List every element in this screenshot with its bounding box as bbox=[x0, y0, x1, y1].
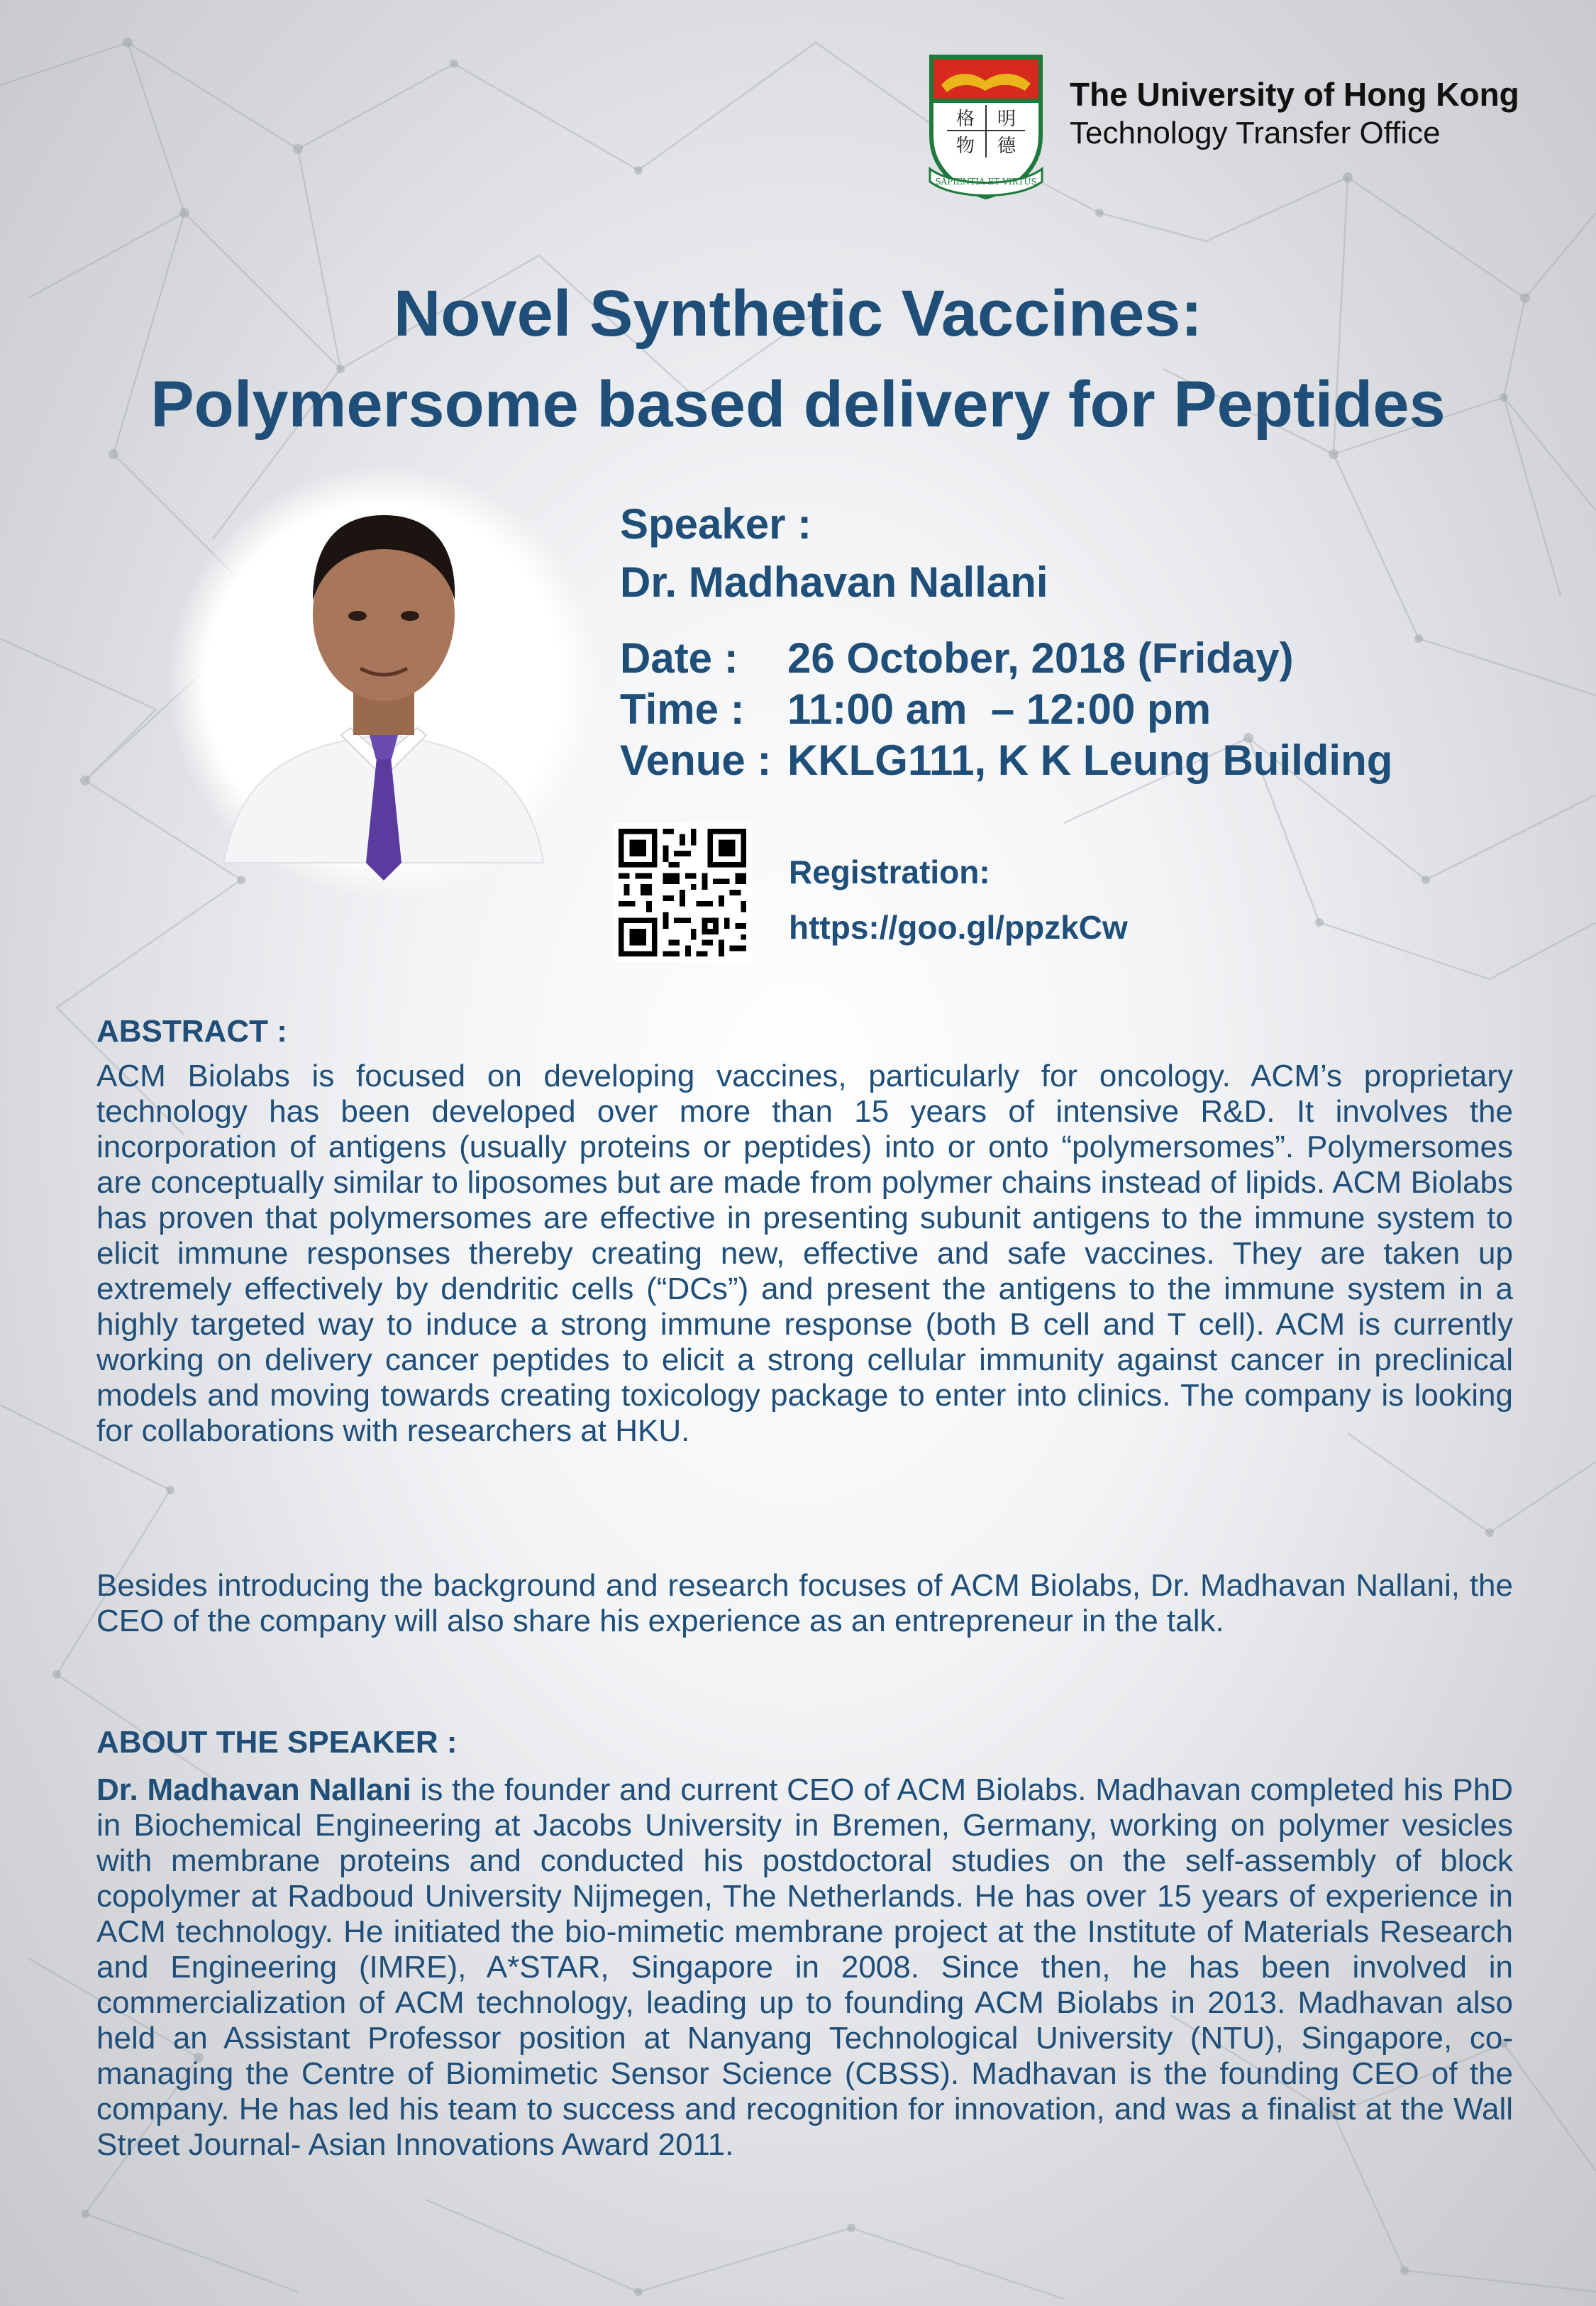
speaker-label: Speaker : bbox=[620, 500, 812, 548]
speaker-photo bbox=[167, 465, 600, 898]
organization-header bbox=[1070, 75, 1566, 153]
svg-text:明: 明 bbox=[997, 109, 1016, 130]
venue-row bbox=[620, 735, 1392, 786]
svg-text:格: 格 bbox=[955, 109, 975, 130]
qr-code-icon[interactable] bbox=[613, 823, 752, 962]
date-label: Date : bbox=[620, 634, 738, 682]
venue-value: KKLG111, K K Leung Building bbox=[787, 737, 1393, 784]
abstract-heading: ABSTRACT : bbox=[96, 1014, 287, 1049]
university-crest-icon bbox=[926, 51, 1046, 200]
date-row bbox=[620, 633, 1392, 684]
title-line-2: Polymersome based delivery for Peptides bbox=[150, 368, 1446, 441]
abstract-paragraph-1: ACM Biolabs is focused on developing vaccines, particularly for oncology. ACM’s proprietary technology has been developed over more than 15 years of intensive R&D. It involves the incorporation of antigens (usually proteins or peptides) into or onto “polymersomes”. Polymersomes are conceptually similar to liposomes but are made from polymer chains instead of lipids. ACM Biolabs has proven that polymersomes are effective in presenting subunit antigens to the immune system to elicit immune responses thereby creating new, effective and safe vaccines. They are taken up extremely effectively by dendritic cells (“DCs”) and present the antigens to the immune system in a highly targeted way to induce a strong immune response (both B cell and T cell). ACM is currently working on delivery cancer peptides to elicit a strong cellular immunity against cancer in preclinical models and moving towards creating toxicology package to enter into clinics. The company is looking for collaborations with researchers at HKU. bbox=[96, 1059, 1513, 1448]
about-speaker-name: Dr. Madhavan Nallani bbox=[96, 1772, 411, 1807]
date-value: 26 October, 2018 (Friday) bbox=[787, 634, 1294, 682]
registration-link[interactable]: https://goo.gl/ppzkCw bbox=[789, 909, 1128, 946]
svg-text:德: 德 bbox=[997, 136, 1016, 157]
speaker-name: Dr. Madhavan Nallani bbox=[620, 558, 1048, 606]
about-heading: ABOUT THE SPEAKER : bbox=[96, 1725, 458, 1760]
speaker-block bbox=[620, 495, 1048, 612]
registration-block bbox=[789, 844, 1128, 955]
abstract-paragraph-2: Besides introducing the background and research focuses of ACM Biolabs, Dr. Madhavan Nallani, the CEO of the company will also share his experience as an entrepreneur in the talk. bbox=[96, 1568, 1513, 1638]
time-row bbox=[620, 684, 1392, 735]
svg-text:物: 物 bbox=[955, 136, 975, 157]
venue-label: Venue : bbox=[620, 737, 772, 784]
registration-label: Registration: bbox=[789, 854, 990, 890]
time-label: Time : bbox=[620, 685, 745, 733]
about-paragraph bbox=[96, 1772, 1513, 2163]
about-speaker-bio: is the founder and current CEO of ACM Biolabs. Madhavan completed his PhD in Biochemical Engineering at Jacobs University in Bremen, Germany, working on polymer vesicles with membrane proteins and conducted his postdoctoral studies on the self-assembly of block copolymer at Radboud University Nijmegen, The Netherlands. He has over 15 years of experience in ACM technology. He initiated the bio-mimetic membrane project at the Institute of Materials Research and Engineering (IMRE), A*STAR, Singapore in 2008. Since then, he has been involved in commercialization of ACM technology, leading up to founding ACM Biolabs in 2013. Madhavan also held an Assistant Professor position at Nanyang Technological University (NTU), Singapore, co-managing the Centre of Biomimetic Sensor Science (CBSS). Madhavan is the founding CEO of the company. He has led his team to success and recognition for innovation, and was a finalist at the Wall Street Journal- Asian Innovations Award 2011. bbox=[96, 1772, 1513, 2162]
event-title bbox=[43, 268, 1553, 450]
organization-name: The University of Hong Kong bbox=[1070, 76, 1519, 113]
title-line-1: Novel Synthetic Vaccines: bbox=[393, 277, 1203, 350]
svg-text:SAPIENTIA ET VIRTUS: SAPIENTIA ET VIRTUS bbox=[935, 177, 1037, 187]
event-details bbox=[620, 633, 1392, 786]
organization-office: Technology Transfer Office bbox=[1070, 116, 1441, 150]
time-value: 11:00 am – 12:00 pm bbox=[787, 685, 1212, 733]
